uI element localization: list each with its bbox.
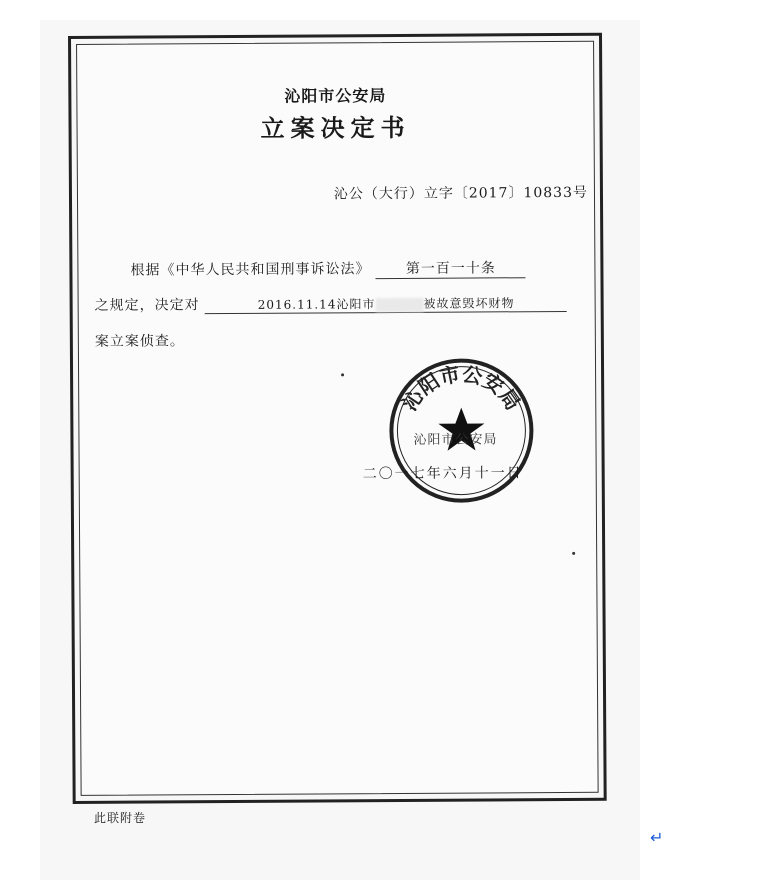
case-text-before: 2016.11.14沁阳市: [257, 297, 376, 312]
seal-org-name: 沁阳市公安局: [413, 432, 498, 448]
document-title: 立案决定书: [260, 112, 411, 143]
case-field: [205, 294, 567, 314]
scan-speck: [341, 373, 344, 376]
article-field: 第一百一十条: [376, 257, 526, 279]
case-text-after: 被故意毁坏财物: [423, 296, 515, 311]
return-arrow-icon: ↵: [650, 828, 664, 847]
issuer-name: 沁阳市公安局: [284, 86, 387, 106]
decision-prefix: 之规定，决定对: [94, 297, 200, 314]
document-frame: [68, 33, 607, 804]
footnote: 此联附卷: [94, 811, 147, 825]
svg-text:沁阳市公安局: [397, 361, 525, 415]
scan-speck: [572, 552, 575, 555]
body-line-3: 案立案侦查。: [94, 333, 185, 350]
redacted-name: [375, 297, 423, 311]
body-line-2: [95, 292, 568, 315]
body-line-1: [130, 257, 526, 280]
law-reference: 根据《中华人民共和国刑事诉讼法》: [130, 261, 371, 279]
issue-date: 二〇一七年六月十一日: [362, 465, 523, 483]
document-number: 沁公（大行）立字〔2017〕10833号: [333, 184, 589, 203]
seal-text: 沁阳市公安局: [397, 361, 526, 416]
document-sheet: [76, 41, 599, 796]
